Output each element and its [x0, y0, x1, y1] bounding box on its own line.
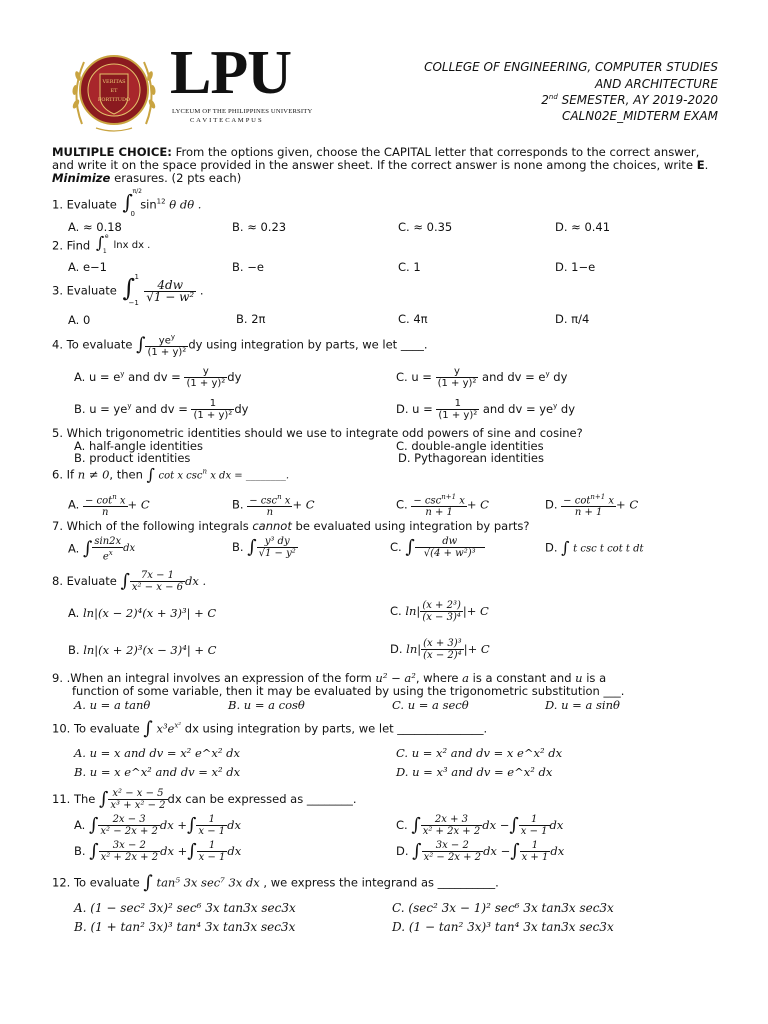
seal-text-bottom: FORTITUDO — [97, 97, 131, 103]
header-college: COLLEGE OF ENGINEERING, COMPUTER STUDIES — [424, 60, 718, 74]
q9-option-a: A. u = a tanθ — [74, 698, 151, 712]
q5-option-c: C. double-angle identities — [396, 439, 544, 453]
q2-option-b: B. −e — [232, 260, 264, 274]
question-2: 2. Find ∫ e 1 lnx dx . — [52, 233, 151, 255]
university-name: LYCEUM OF THE PHILIPPINES UNIVERSITY — [172, 108, 313, 115]
seal-text-mid: ET — [110, 88, 118, 94]
q11-option-c: C. ∫ $\frac{2x + 3}{\text{x² + 2x + 2}}$ dx −∫ $\frac{1}{x - 1}$ dx — [396, 814, 564, 837]
q1-option-b: B. ≈ 0.23 — [232, 220, 287, 234]
q12-option-b: B. (1 + tan² 3x)³ tan⁴ 3x tan3x sec3x — [74, 920, 296, 934]
q9-option-b: B. u = a cosθ — [228, 698, 305, 712]
q2-option-a: A. e−1 — [68, 260, 108, 274]
q7-option-d: D. ∫ t csc t cot t dt — [545, 538, 644, 557]
question-3: 3. Evaluate ∫ 1 −1 $\frac{4dw}{\text{√1 − w²}}$ . — [52, 273, 204, 307]
q8-option-a: A. ln|(x − 2)⁴(x + 3)³| + C — [68, 606, 217, 620]
question-6: 6. If n ≠ 0, then ∫ cot x $\csc^n x$ dx = ________. — [52, 465, 289, 484]
question-12: 12. To evaluate ∫ tan⁵ 3x sec⁷ 3x dx , we express the integrand as __________. — [52, 872, 499, 893]
campus-name: C A V I T E C A M P U S — [190, 117, 262, 124]
q5-option-d: D. Pythagorean identities — [398, 451, 544, 465]
q6-option-c: C. $\frac{- \csc^{n+1} x}{n + 1}$ + C — [396, 493, 489, 519]
q4-option-a: A. $u = e^y$ and dv = $\frac{y}{\text{(1 + y)²}}$ dy — [74, 366, 242, 389]
q3-option-d: D. π/4 — [555, 312, 590, 326]
q4-option-d: D. u = $\frac{1}{\text{(1 + y)²}}$ and dv = $ye^y$ dy — [396, 398, 576, 421]
question-8: 8. Evaluate ∫ $\frac{7x - 1}{\text{x² − x − 6}}$ dx . — [52, 570, 207, 593]
q3-option-b: B. 2π — [236, 312, 266, 326]
q5-option-a: A. half-angle identities — [74, 439, 203, 453]
q6-option-d: D. $\frac{- \cot^{n+1} x}{n + 1}$ + C — [545, 493, 639, 519]
header-exam-code: CALN02E_MIDTERM EXAM — [561, 109, 718, 123]
q12-option-a: A. (1 − sec² 3x)² sec⁶ 3x tan3x sec3x — [74, 901, 296, 915]
q6-option-a: A. $\frac{- \cot^n x}{n}$ + C — [68, 493, 150, 519]
q10-option-c: C. u = x² and dv = x e^x² dx — [396, 746, 563, 760]
lpu-wordmark: LPU — [170, 39, 291, 107]
question-11: 11. The ∫ $\frac{\text{x² − x − 5}}{\text{x³ + x² − 2}}$ dx can be expressed as ________. — [52, 788, 357, 811]
q12-option-c: C. (sec² 3x − 1)² sec⁶ 3x tan3x sec3x — [392, 901, 614, 915]
q8-option-b: B. ln|(x + 2)³(x − 3)⁴| + C — [68, 643, 217, 657]
q11-option-d: D. ∫ $\frac{3x - 2}{\text{x² − 2x + 2}}$ dx −∫ $\frac{1}{x + 1}$ dx — [396, 840, 565, 863]
q2-option-c: C. 1 — [398, 260, 421, 274]
q9-option-c: C. u = a secθ — [392, 698, 469, 712]
header-dept: AND ARCHITECTURE — [594, 77, 718, 91]
q7-option-c: C. ∫ $\frac{dw}{\text{√(4 + w²)³}}$ — [390, 536, 485, 559]
q4-option-c: C. u = $\frac{y}{\text{(1 + y)²}}$ and dv = $e^y$ dy — [396, 366, 568, 389]
q6-option-b: B. $\frac{- \csc^n x}{n}$ + C — [232, 493, 315, 519]
question-4: 4. To evaluate ∫ $\frac{ye^y}{\text{(1 + y)²}}$ dy using integration by parts, we let ____. — [52, 333, 428, 359]
question-5: 5. Which trigonometric identities should we use to integrate odd powers of sine and cosine? — [52, 426, 583, 440]
q2-option-d: D. 1−e — [555, 260, 596, 274]
q4-option-b: B. $u = ye^y$ and dv = $\frac{1}{\text{(1 + y)²}}$ dy — [74, 398, 249, 421]
q1-option-c: C. ≈ 0.35 — [398, 220, 453, 234]
q7-option-b: B. ∫ $\frac{\text{y³ dy}}{\text{√1 − y²}}$ — [232, 536, 296, 559]
q7-option-a: A. ∫ $\frac{\sin 2x}{e^x}$ dx — [68, 536, 136, 563]
q11-option-a: A. ∫ $\frac{2x - 3}{\text{x² − 2x + 2}}$ dx +∫ $\frac{1}{x - 1}$ dx — [74, 814, 242, 837]
q10-option-a: A. u = x and dv = x² e^x² dx — [74, 746, 240, 760]
q5-option-b: B. product identities — [74, 451, 191, 465]
q1-option-a: A. ≈ 0.18 — [68, 220, 122, 234]
question-9: 9. .When an integral involves an expression of the form u² − a², where a is a constant and u is a — [52, 671, 607, 685]
q3-option-a: A. 0 — [68, 313, 91, 327]
lpu-seal — [66, 44, 162, 136]
q12-option-d: D. (1 − tan² 3x)³ tan⁴ 3x tan3x sec3x — [392, 920, 614, 934]
question-7: 7. Which of the following integrals cannot be evaluated using integration by parts? — [52, 519, 530, 533]
q8-option-c: C. ln| $\frac{\text{(x + 2³)}}{\text{(x − 3)⁴}}$ |+ C — [390, 600, 489, 623]
header-semester: 2nd SEMESTER, AY 2019-2020 — [541, 93, 718, 107]
q8-option-d: D. ln| $\frac{\text{(x + 3)³}}{\text{(x − 2)⁴}}$ |+ C — [390, 638, 490, 661]
seal-text-top: VERITAS — [102, 79, 126, 85]
question-1: 1. Evaluate ∫ π/2 0 $\sin^{12} \theta$ dθ . — [52, 188, 202, 218]
question-9-cont: function of some variable, then it may be evaluated by using the trigonometric substitution ___. — [72, 684, 625, 698]
q11-option-b: B. ∫ $\frac{3x - 2}{\text{x² + 2x + 2}}$ dx +∫ $\frac{1}{x - 1}$ dx — [74, 840, 242, 863]
q1-option-d: D. ≈ 0.41 — [555, 220, 611, 234]
instructions: MULTIPLE CHOICE: From the options given, choose the CAPITAL letter that corresponds to the correct answer, and write it on the space provided in the answer sheet. If the correct answer is none among the choices, write E. Minimize erasures. (2 pts each) — [52, 145, 709, 185]
question-10: 10. To evaluate ∫ $x^3e^{x^2}$ dx using integration by parts, we let _______________. — [52, 718, 488, 739]
q10-option-b: B. u = x e^x² and dv = x² dx — [74, 765, 241, 779]
q9-option-d: D. u = a sinθ — [545, 698, 620, 712]
q3-option-c: C. 4π — [398, 312, 428, 326]
q10-option-d: D. u = x³ and dv = e^x² dx — [396, 765, 553, 779]
